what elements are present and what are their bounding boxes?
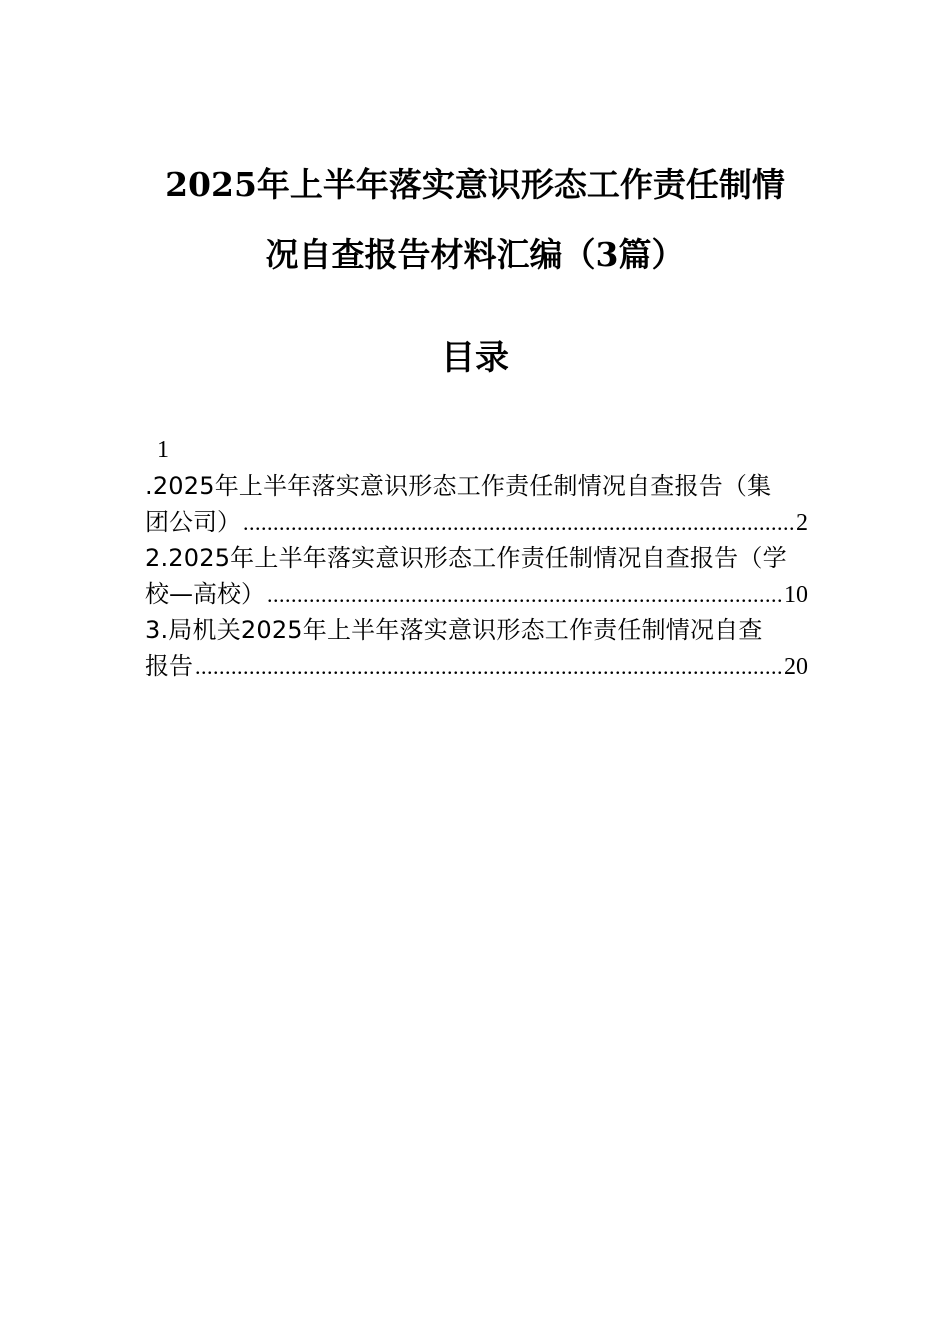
toc-item-3-text[interactable]: 3.局机关2025年上半年落实意识形态工作责任制情况自查 bbox=[145, 616, 763, 644]
toc-leader-dots bbox=[195, 649, 782, 684]
toc-item-3-page-number: 20 bbox=[784, 654, 808, 680]
document-title-line-1: 2025年上半年落实意识形态工作责任制情 bbox=[165, 165, 785, 204]
toc-item-1-number[interactable]: 1 bbox=[157, 437, 169, 463]
document-title-line-2: 况自查报告材料汇编（3篇） bbox=[265, 235, 685, 274]
toc-item-2-text-end: 校—高校） bbox=[145, 580, 265, 608]
toc-item-3-text-end: 报告 bbox=[145, 652, 193, 680]
toc-leader-dots bbox=[267, 577, 782, 612]
toc-item-1-continuation[interactable] bbox=[145, 504, 808, 540]
toc-leader-dots bbox=[243, 505, 794, 540]
toc-item-1-text-end: 团公司） bbox=[145, 508, 241, 536]
toc-item-2-continuation[interactable] bbox=[145, 576, 808, 612]
toc-item-1-text[interactable]: .2025年上半年落实意识形态工作责任制情况自查报告（集 bbox=[145, 472, 772, 500]
table-of-contents bbox=[145, 432, 808, 684]
toc-item-2-page-number: 10 bbox=[784, 582, 808, 608]
toc-item-3-continuation[interactable] bbox=[145, 648, 808, 684]
toc-item-2-text[interactable]: 2.2025年上半年落实意识形态工作责任制情况自查报告（学 bbox=[145, 544, 787, 572]
toc-heading: 目录 bbox=[441, 338, 509, 378]
toc-item-1-page-number: 2 bbox=[796, 510, 808, 536]
